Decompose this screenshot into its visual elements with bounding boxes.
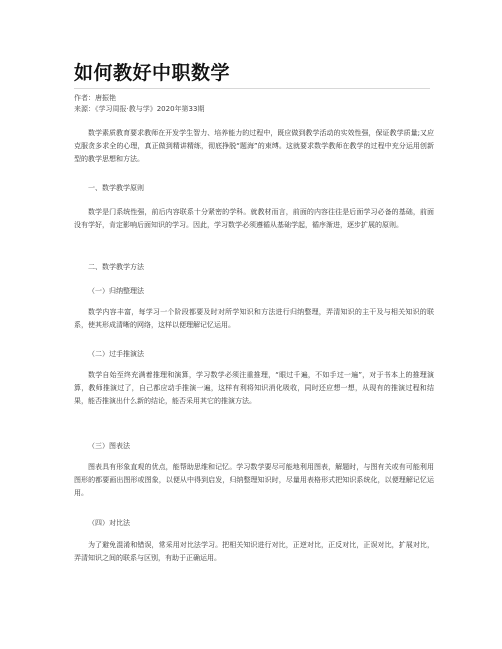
principles-paragraph: 数学是门系统性强，前后内容联系十分紧密的学科。就教材而言，前面的内容往往是后面学习必备的基础，前面没有学好，肯定影响后面知识的学习。因此，学习数学必须遵循从基础学起，循序渐进，逐步扩展的原则。 (74, 208, 434, 229)
intro-paragraph: 数学素质教育要求教师在开发学生智力、培养能力的过程中，既应做到教学活动的实效性强，保证教学质量;又应克服贪多求全的心理，真正做到精讲精练，彻底挣脱“题海”的束缚。这就要求数学教师在教学的过程中充分运用创新型的教学思想和方法。 (74, 129, 434, 163)
comparison-paragraph: 为了避免混淆和错误，常采用对比法学习。把相关知识进行对比，正逆对比，正反对比，正误对比，扩展对比，弄清知识之间的联系与区别，有助于正确运用。 (74, 541, 434, 562)
subheading-charts: （三）图表法 (88, 442, 130, 450)
derivation-paragraph: 数学自始至终充满着推理和演算，学习数学必须注重推理，“眼过千遍，不如手过一遍”，对于书本上的推理演算，教师推演过了，自己都应动手推演一遍，这样有利将知识消化吸收，同时还应想一想，从现有的推演过程和结果，能否推演出什么新的结论，能否采用其它的推演方法。 (74, 371, 434, 405)
subheading-derivation: （二）过手推演法 (88, 350, 144, 358)
section-heading-principles: 一、数学教学原则 (88, 184, 144, 192)
article-author: 作者：唐振艳 (74, 94, 116, 102)
summarize-paragraph: 数学内容丰富，每学习一个阶段都要及时对所学知识和方法进行归纳整理，弄清知识的主干及与相关知识的联系，使其形成清晰的网络，这样以便理解记忆运用。 (74, 308, 434, 329)
title-divider (74, 88, 430, 89)
subheading-comparison: （四）对比法 (88, 519, 130, 527)
subheading-summarize: （一）归纳整理法 (88, 287, 144, 295)
article-title: 如何教好中职数学 (74, 62, 231, 84)
charts-paragraph: 图表具有形象直观的优点，能帮助思维和记忆。学习数学要尽可能地利用图表，解题时，与图有关或有可能利用图形的都要画出图形或图象，以便从中得到启发，归纳整理知识时，尽量用表格形式把知识系统化，以便理解记忆运用。 (74, 463, 434, 497)
section-heading-methods: 二、数学教学方法 (88, 263, 144, 271)
article-source: 来源：《学习周报·教与学》2020年第33期 (74, 105, 205, 113)
